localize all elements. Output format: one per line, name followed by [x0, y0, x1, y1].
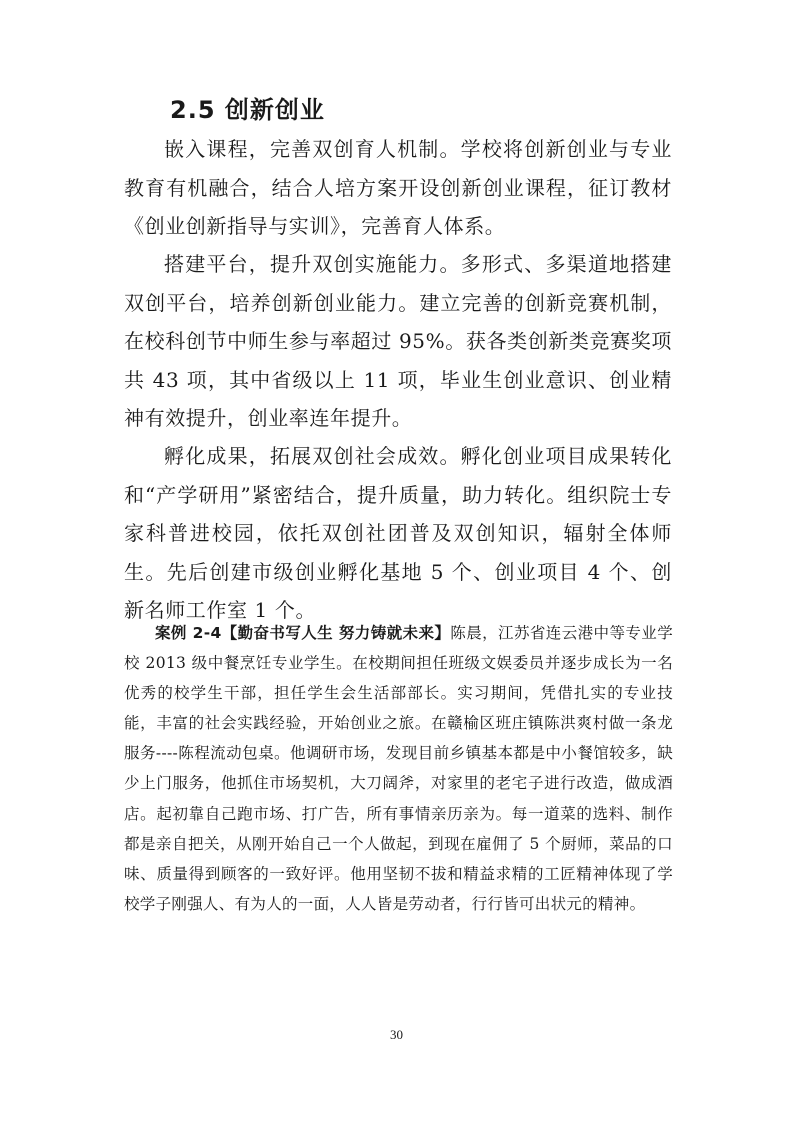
paragraph-platform: 搭建平台，提升双创实施能力。多形式、多渠道地搭建双创平台，培养创新创业能力。建立完善的创新竞赛机制，在校科创节中师生参与率超过 95%。获各类创新类竞赛奖项共 43 项，其中省级以上 11 项，毕业生创业意识、创业精神有效提升，创业率连年提升。 — [124, 252, 672, 430]
case-study-title: 案例 2-4【勤奋书写人生 努力铸就未来】 — [155, 624, 451, 642]
section-heading: 2.5 创新创业 — [170, 96, 325, 124]
page-number: 30 — [390, 1027, 403, 1042]
paragraph-curriculum: 嵌入课程，完善双创育人机制。学校将创新创业与专业教育有机融合，结合人培方案开设创新创业课程，征订教材《创业创新指导与实训》，完善育人体系。 — [124, 137, 672, 238]
case-study — [124, 618, 673, 919]
paragraph-incubation: 孵化成果，拓展双创社会成效。孵化创业项目成果转化和“产学研用”紧密结合，提升质量，助力转化。组织院士专家科普进校园，依托双创社团普及双创知识，辐射全体师生。先后创建市级创业孵化基地 5 个、创业项目 4 个、创新名师工作室 1 个。 — [124, 444, 672, 622]
case-study-body: 陈晨，江苏省连云港中等专业学校 2013 级中餐烹饪专业学生。在校期间担任班级文娱委员并逐步成长为一名优秀的校学生干部，担任学生会生活部部长。实习期间，凭借扎实的专业技能，丰富的社会实践经验，开始创业之旅。在赣榆区班庄镇陈洪爽村做一条龙服务----陈程流动包桌。他调研市场，发现目前乡镇基本都是中小餐馆较多，缺少上门服务，他抓住市场契机，大刀阔斧，对家里的老宅子进行改造，做成酒店。起初靠自己跑市场、打广告，所有事情亲历亲为。每一道菜的选料、制作都是亲自把关，从刚开始自己一个人做起，到现在雇佣了 5 个厨师，菜品的口味、质量得到顾客的一致好评。他用坚韧不拔和精益求精的工匠精神体现了学校学子刚强人、有为人的一面，人人皆是劳动者，行行皆可出状元的精神。 — [124, 624, 673, 913]
